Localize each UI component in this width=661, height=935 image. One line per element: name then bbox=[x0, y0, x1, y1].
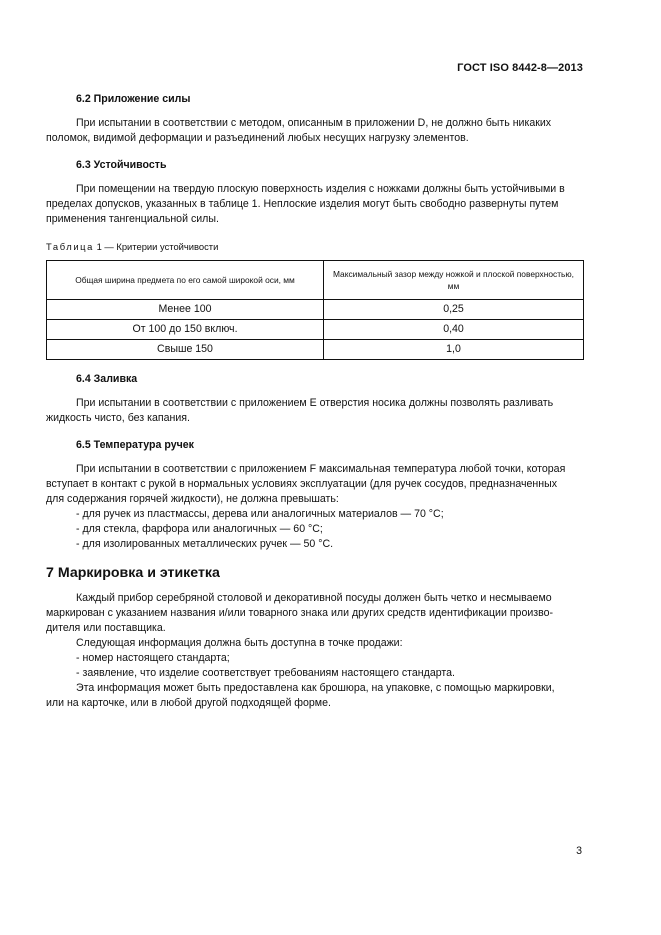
list-item: - для стекла, фарфора или аналогичных — 60 °С; bbox=[76, 523, 323, 535]
text-line: Эта информация может быть предоставлена как брошюра, на упаковке, с помощью маркировки, bbox=[76, 682, 555, 694]
text-line: При испытании в соответствии с методом, описанным в приложении D, не должно быть никаких bbox=[76, 117, 552, 129]
stability-criteria-table bbox=[46, 260, 584, 360]
temperature-list bbox=[76, 507, 584, 552]
text-line: вступает в контакт с рукой в нормальных условиях эксплуатации (для ручек сосудов, предназначенных bbox=[46, 478, 557, 490]
table-cell-width: От 100 до 150 включ. bbox=[47, 320, 324, 340]
table-cell-gap: 0,25 bbox=[324, 300, 584, 320]
section-7-paragraph-3 bbox=[46, 681, 584, 711]
document-body bbox=[46, 92, 584, 711]
text-line: или на карточке, или в любой другой подходящей форме. bbox=[46, 697, 331, 709]
section-7-paragraph-2: Следующая информация должна быть доступна в точке продажи: bbox=[76, 637, 403, 649]
section-6-4 bbox=[46, 372, 584, 426]
text-line: маркирован с указанием названия и/или товарного знака или других средств идентификации произво- bbox=[46, 607, 554, 619]
table-header-row bbox=[47, 261, 584, 300]
table-cell-width: Свыше 150 bbox=[47, 340, 324, 360]
document-code: ГОСТ ISO 8442-8—2013 bbox=[457, 62, 583, 74]
text-line: пределах допусков, указанных в таблице 1. Неплоские изделия могут быть свободно развернуты путем bbox=[46, 198, 559, 210]
table-caption bbox=[46, 239, 584, 254]
text-line: жидкость чисто, без капания. bbox=[46, 412, 190, 424]
list-item: - номер настоящего стандарта; bbox=[76, 652, 230, 664]
table-row bbox=[47, 340, 584, 360]
text-line: для содержания горячей жидкости), не должна превышать: bbox=[46, 493, 339, 505]
section-7-title: 7 Маркировка и этикетка bbox=[46, 565, 220, 581]
section-6-2-title: 6.2 Приложение силы bbox=[76, 93, 191, 105]
section-6-5 bbox=[46, 438, 584, 552]
table-row bbox=[47, 300, 584, 320]
section-6-4-text bbox=[46, 396, 584, 426]
table-header-gap: Максимальный зазор между ножкой и плоской поверхностью, мм bbox=[324, 261, 584, 300]
section-6-3-title: 6.3 Устойчивость bbox=[76, 159, 167, 171]
table-header-width: Общая ширина предмета по его самой широкой оси, мм bbox=[47, 261, 324, 300]
section-6-3 bbox=[46, 158, 584, 227]
text-line: применения тангенциальной силы. bbox=[46, 213, 219, 225]
section-6-2-text bbox=[46, 116, 584, 146]
list-item: - для изолированных металлических ручек — 50 °С. bbox=[76, 538, 334, 550]
text-line: При испытании в соответствии с приложением F максимальная температура любой точки, которая bbox=[76, 463, 566, 475]
list-item: - для ручек из пластмассы, дерева или аналогичных материалов — 70 °С; bbox=[76, 508, 444, 520]
text-line: дителя или поставщика. bbox=[46, 622, 166, 634]
table-cell-gap: 1,0 bbox=[324, 340, 584, 360]
text-line: При испытании в соответствии с приложением E отверстия носика должны позволять разливать bbox=[76, 397, 554, 409]
section-6-4-title: 6.4 Заливка bbox=[76, 373, 138, 385]
text-line: Каждый прибор серебряной столовой и декоративной посуды должен быть четко и несмываемо bbox=[76, 592, 552, 604]
section-6-5-text bbox=[46, 462, 584, 507]
table-row bbox=[47, 320, 584, 340]
text-line: При помещении на твердую плоскую поверхность изделия с ножками должны быть устойчивыми в bbox=[76, 183, 565, 195]
page-number: 3 bbox=[576, 845, 582, 857]
marking-list bbox=[76, 651, 584, 681]
section-6-3-text bbox=[46, 182, 584, 227]
table-caption-text: 1 — Критерии устойчивости bbox=[96, 241, 219, 252]
table-cell-gap: 0,40 bbox=[324, 320, 584, 340]
section-7-paragraph-1 bbox=[46, 591, 584, 636]
section-6-2 bbox=[46, 92, 584, 146]
list-item: - заявление, что изделие соответствует требованиям настоящего стандарта. bbox=[76, 667, 455, 679]
table-cell-width: Менее 100 bbox=[47, 300, 324, 320]
section-6-5-title: 6.5 Температура ручек bbox=[76, 439, 194, 451]
text-line: поломок, видимой деформации и разъединений любых несущих нагрузку элементов. bbox=[46, 132, 469, 144]
table-caption-label: Таблица bbox=[46, 241, 94, 252]
